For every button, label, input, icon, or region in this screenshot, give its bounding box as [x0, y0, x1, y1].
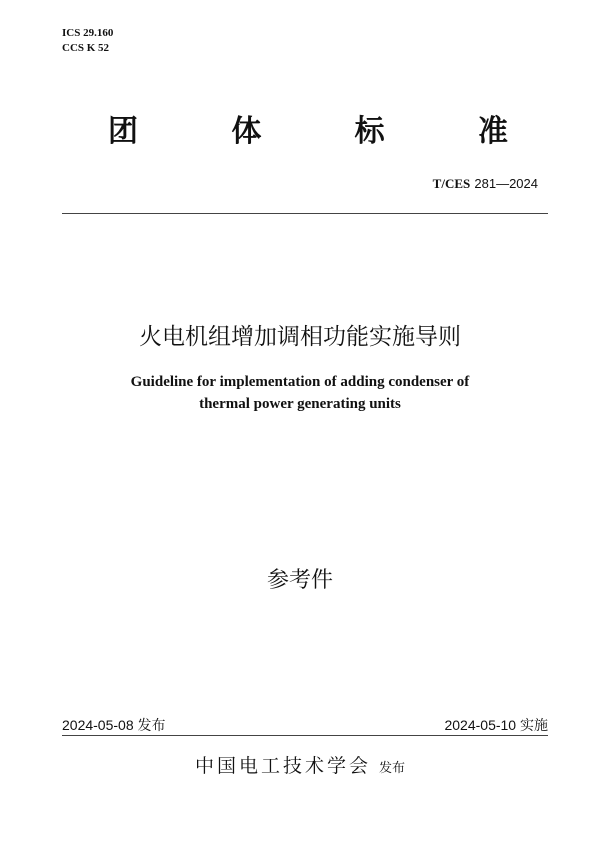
standard-type-char: 体 [231, 114, 262, 149]
standard-number-prefix: T/CES [432, 176, 471, 191]
title-english-line-2: thermal power generating units [199, 396, 401, 412]
standard-number-value: 281—2024 [474, 176, 538, 191]
ccs-code: CCS K 52 [62, 42, 110, 54]
top-divider [62, 213, 548, 214]
publisher-org: 中国电工技术学会 [194, 755, 371, 777]
standard-type-char: 标 [354, 114, 385, 149]
title-chinese: 火电机组增加调相功能实施导则 [139, 324, 461, 350]
publisher-action: 发布 [379, 761, 406, 776]
standard-number [433, 176, 538, 192]
title-english [0, 371, 600, 415]
standard-type-char: 团 [108, 114, 138, 149]
classification-codes [62, 26, 113, 56]
standard-type-char: 准 [477, 114, 508, 149]
publish-date: 2024-05-08 发布 [62, 717, 166, 733]
title-english-line-1: Guideline for implementation of adding condenser of [130, 374, 470, 390]
reference-copy-label: 参考件 [266, 568, 333, 593]
ics-code: ICS 29.160 [62, 27, 114, 39]
publisher [0, 751, 600, 778]
implement-date: 2024-05-10 实施 [444, 717, 548, 733]
bottom-divider [62, 735, 548, 736]
standard-type-heading [108, 106, 508, 150]
